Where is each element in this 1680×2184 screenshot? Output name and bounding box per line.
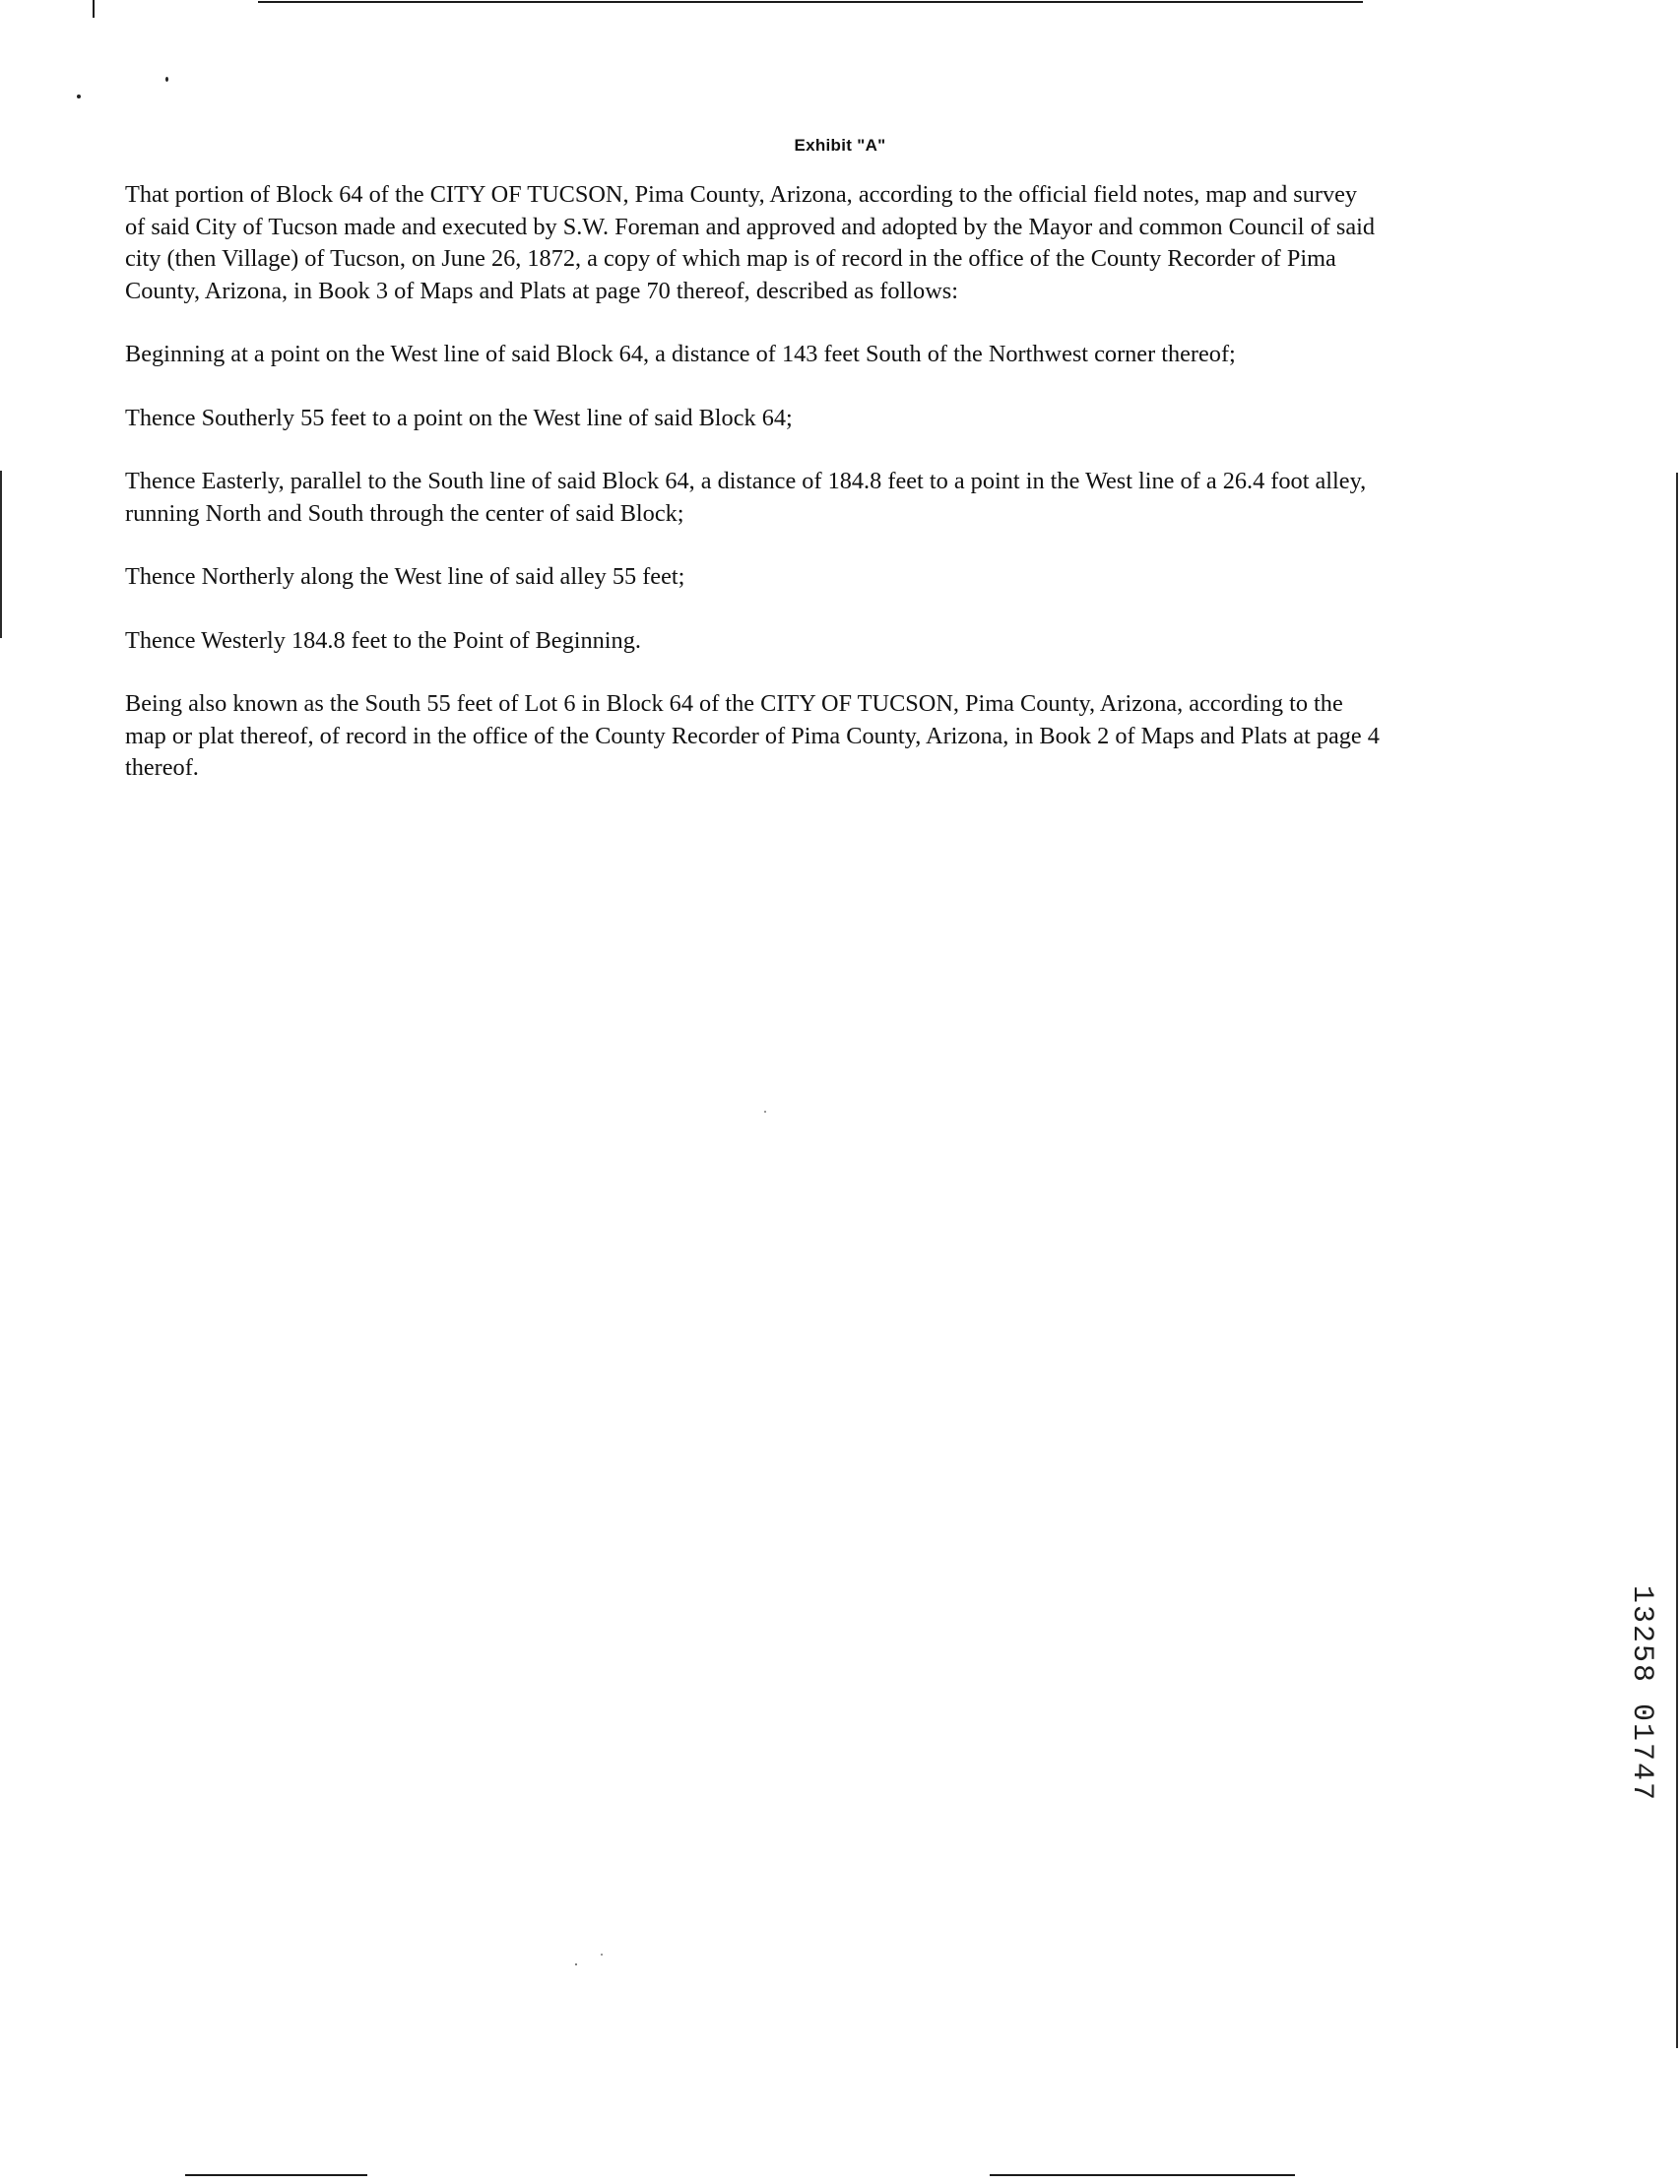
scan-mark-top-tick — [93, 0, 95, 18]
text-line: Thence Northerly along the West line of said alley 55 feet; — [125, 563, 685, 590]
text-line: of said City of Tucson made and executed by S.W. Foreman and approved and adopted by the Mayor and common Council of said — [125, 213, 1376, 240]
text-line: Thence Southerly 55 feet to a point on the West line of said Block 64; — [125, 404, 793, 431]
paragraph-thence-easterly — [125, 466, 1563, 530]
legal-description — [125, 179, 1563, 816]
scan-line-bottom-left — [185, 2174, 367, 2176]
text-line: city (then Village) of Tucson, on June 26, 1872, a copy of which map is of record in the office of the County Recorder of Pima — [125, 245, 1336, 272]
scan-speck — [77, 95, 81, 98]
text-line: Being also known as the South 55 feet of Lot 6 in Block 64 of the CITY OF TUCSON, Pima County, Arizona, according to the — [125, 690, 1343, 717]
scan-speck — [601, 1954, 603, 1956]
scan-line-top — [258, 1, 1363, 3]
paragraph-thence-northerly — [125, 561, 1563, 594]
scan-speck — [764, 1111, 766, 1113]
paragraph-thence-southerly — [125, 403, 1563, 435]
text-line: County, Arizona, in Book 3 of Maps and Plats at page 70 thereof, described as follows: — [125, 277, 958, 304]
scan-speck — [575, 1963, 577, 1965]
scan-edge-right — [1676, 473, 1678, 2048]
paragraph-also-known-as — [125, 688, 1563, 785]
exhibit-title: Exhibit "A" — [794, 136, 886, 155]
text-line: Thence Easterly, parallel to the South line of said Block 64, a distance of 184.8 feet to a point in the West line of a 26.4 foot alley, — [125, 468, 1367, 494]
text-line: running North and South through the center of said Block; — [125, 499, 684, 527]
scan-speck — [165, 77, 168, 82]
scan-edge-left — [0, 471, 2, 638]
text-line: thereof. — [125, 754, 199, 781]
text-line: Beginning at a point on the West line of said Block 64, a distance of 143 feet South of the Northwest corner thereof; — [125, 341, 1236, 367]
recording-stamp-number: 13258 01747 — [1625, 1585, 1658, 1803]
paragraph-thence-westerly — [125, 625, 1563, 658]
text-line: That portion of Block 64 of the CITY OF TUCSON, Pima County, Arizona, according to the official field notes, map and survey — [125, 181, 1358, 208]
scan-line-bottom-right — [990, 2174, 1295, 2176]
text-line: Thence Westerly 184.8 feet to the Point of Beginning. — [125, 626, 641, 654]
text-line: map or plat thereof, of record in the office of the County Recorder of Pima County, Arizona, in Book 2 of Maps and Plats at page 4 — [125, 722, 1380, 749]
paragraph-beginning-point — [125, 339, 1563, 371]
paragraph-portion-of-block — [125, 179, 1563, 307]
